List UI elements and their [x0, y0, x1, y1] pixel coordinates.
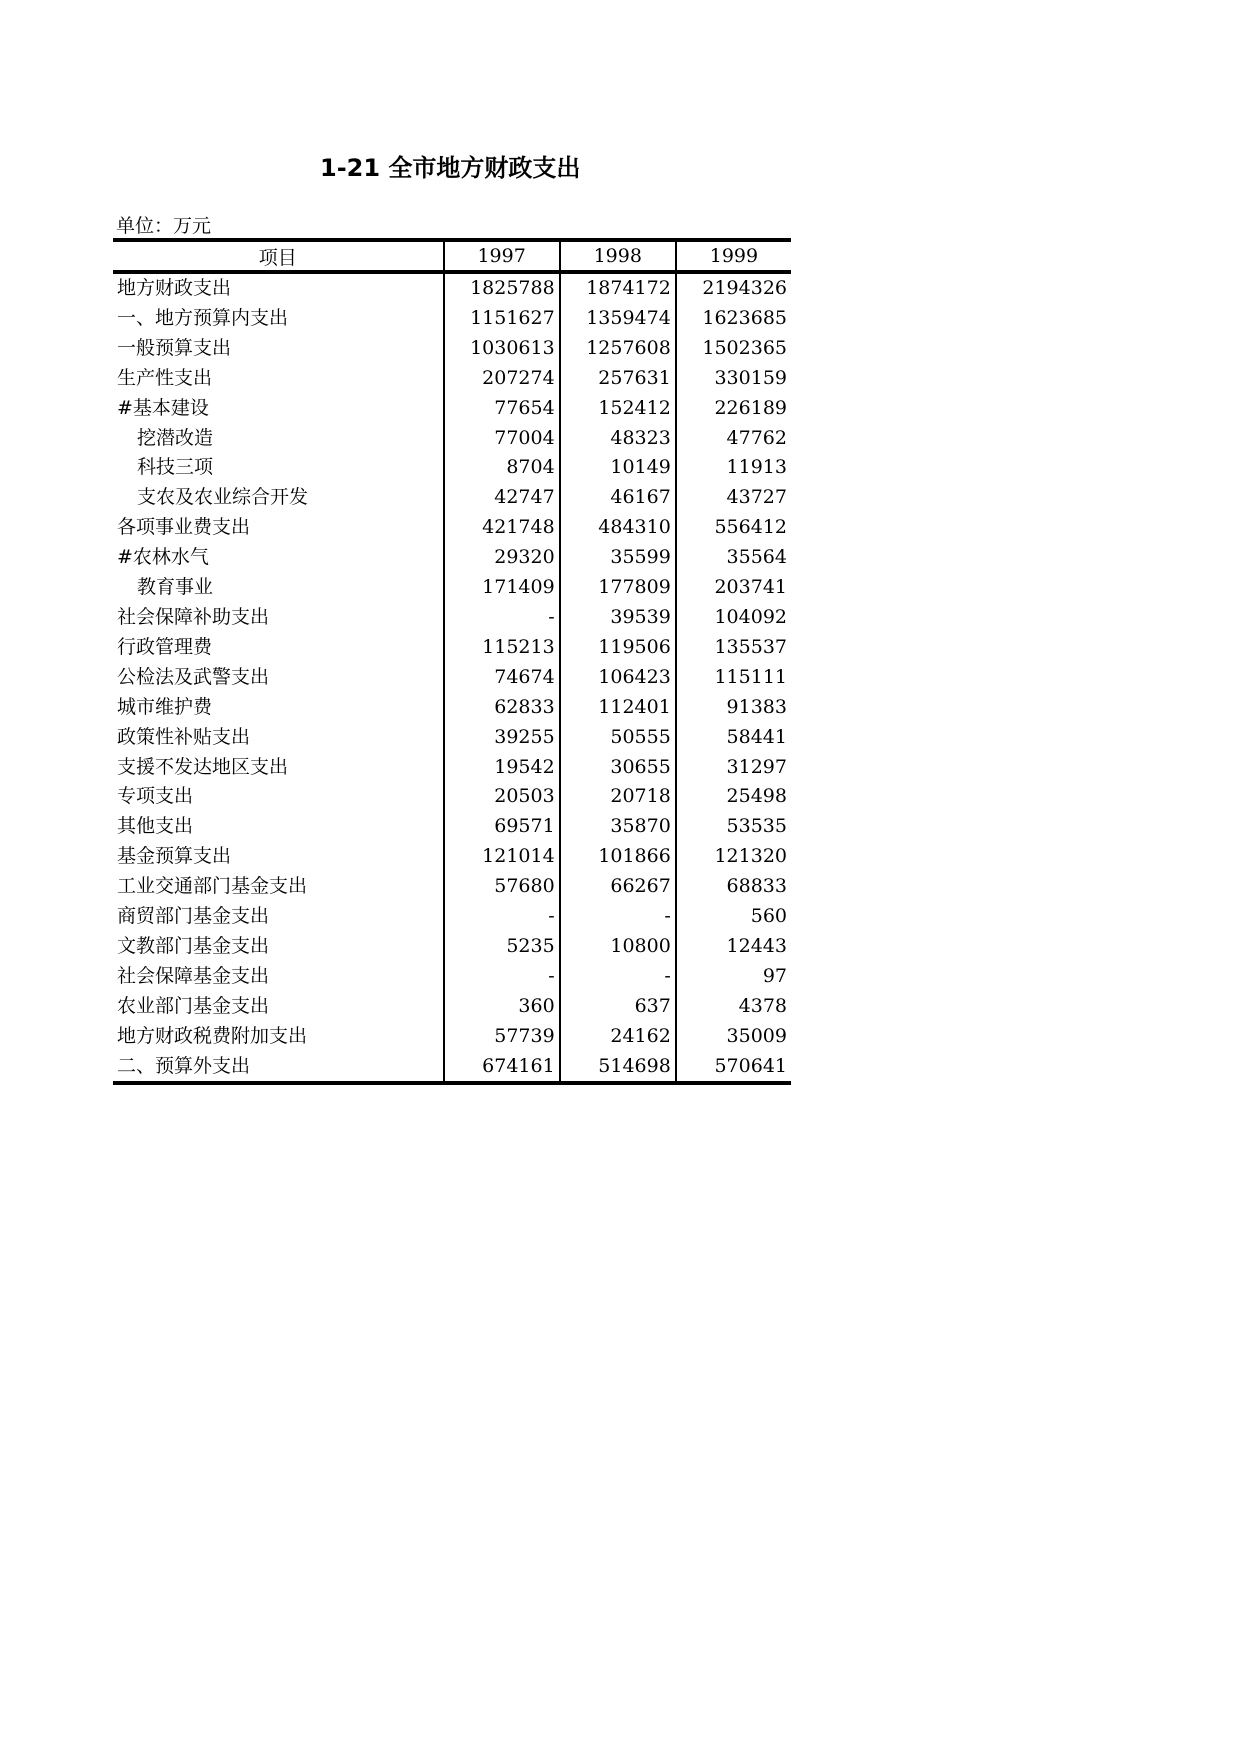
- table-row: [113, 693, 791, 723]
- cell-1997: 19542: [444, 753, 560, 783]
- table-row: [113, 872, 791, 902]
- row-label: #基本建设: [117, 396, 209, 419]
- cell-1998: 106423: [560, 663, 676, 693]
- cell-1997: 8704: [444, 453, 560, 483]
- cell-1999: 97: [676, 962, 791, 992]
- cell-1999: 68833: [676, 872, 791, 902]
- cell-1999: 58441: [676, 723, 791, 753]
- row-label: 地方财政支出: [117, 277, 232, 299]
- cell-1998: 1359474: [560, 304, 676, 334]
- cell-1999: 4378: [676, 992, 791, 1022]
- row-label: #农林水气: [117, 546, 209, 569]
- cell-1998: -: [560, 902, 676, 932]
- cell-1998: -: [560, 962, 676, 992]
- cell-1998: 35870: [560, 812, 676, 842]
- table-row: [113, 1052, 791, 1084]
- table-row: [113, 543, 791, 573]
- table-header-row: [113, 240, 791, 272]
- table-row: [113, 304, 791, 334]
- cell-1998: 10149: [560, 453, 676, 483]
- row-label: 政策性补贴支出: [117, 725, 251, 748]
- row-label: 各项事业费支出: [117, 516, 251, 539]
- header-item: 项目: [113, 240, 444, 272]
- cell-1999: 12443: [676, 932, 791, 962]
- row-label: 社会保障基金支出: [117, 964, 270, 987]
- cell-1997: 674161: [444, 1052, 560, 1084]
- cell-1999: 115111: [676, 663, 791, 693]
- cell-1997: 360: [444, 992, 560, 1022]
- cell-1998: 50555: [560, 723, 676, 753]
- cell-1997: 115213: [444, 633, 560, 663]
- cell-1998: 152412: [560, 394, 676, 424]
- row-label: 城市维护费: [117, 695, 213, 718]
- cell-1999: 570641: [676, 1052, 791, 1084]
- table-row: [113, 753, 791, 783]
- cell-1999: 11913: [676, 453, 791, 483]
- row-label: 生产性支出: [117, 366, 213, 389]
- unit-label: 单位：万元: [116, 215, 212, 237]
- cell-1998: 10800: [560, 932, 676, 962]
- cell-1997: 121014: [444, 842, 560, 872]
- row-label: 一般预算支出: [117, 336, 232, 359]
- cell-1998: 35599: [560, 543, 676, 573]
- cell-1998: 39539: [560, 603, 676, 633]
- cell-1998: 48323: [560, 424, 676, 454]
- table-row: [113, 633, 791, 663]
- cell-1999: 104092: [676, 603, 791, 633]
- cell-1997: 5235: [444, 932, 560, 962]
- cell-1999: 47762: [676, 424, 791, 454]
- table-row: [113, 513, 791, 543]
- row-label: 教育事业: [137, 576, 214, 599]
- page-title: 1-21 全市地方财政支出: [320, 154, 581, 182]
- table-row: [113, 573, 791, 603]
- row-label: 公检法及武警支出: [117, 665, 270, 688]
- cell-1997: -: [444, 902, 560, 932]
- cell-1999: 53535: [676, 812, 791, 842]
- table-row: [113, 902, 791, 932]
- header-1999: 1999: [676, 240, 791, 272]
- cell-1997: -: [444, 603, 560, 633]
- cell-1998: 514698: [560, 1052, 676, 1084]
- cell-1998: 257631: [560, 364, 676, 394]
- row-label: 工业交通部门基金支出: [117, 875, 308, 898]
- cell-1998: 30655: [560, 753, 676, 783]
- row-label: 社会保障补助支出: [117, 605, 270, 628]
- table-row: [113, 272, 791, 304]
- cell-1999: 556412: [676, 513, 791, 543]
- cell-1998: 46167: [560, 483, 676, 513]
- cell-1997: 42747: [444, 483, 560, 513]
- cell-1997: 207274: [444, 364, 560, 394]
- table-row: [113, 334, 791, 364]
- table-row: [113, 992, 791, 1022]
- cell-1998: 177809: [560, 573, 676, 603]
- cell-1997: 1825788: [444, 272, 560, 304]
- cell-1998: 101866: [560, 842, 676, 872]
- row-label: 支援不发达地区支出: [117, 755, 289, 778]
- cell-1999: 35009: [676, 1022, 791, 1052]
- cell-1999: 43727: [676, 483, 791, 513]
- row-label: 基金预算支出: [117, 845, 232, 868]
- table-row: [113, 842, 791, 872]
- cell-1997: 77654: [444, 394, 560, 424]
- row-label: 农业部门基金支出: [117, 994, 270, 1017]
- cell-1997: 20503: [444, 782, 560, 812]
- row-label: 地方财政税费附加支出: [117, 1024, 308, 1047]
- cell-1997: 57739: [444, 1022, 560, 1052]
- table-row: [113, 782, 791, 812]
- cell-1997: 29320: [444, 543, 560, 573]
- row-label: 一、地方预算内支出: [117, 306, 289, 329]
- cell-1997: 77004: [444, 424, 560, 454]
- cell-1998: 20718: [560, 782, 676, 812]
- table-row: [113, 962, 791, 992]
- cell-1997: 39255: [444, 723, 560, 753]
- cell-1999: 226189: [676, 394, 791, 424]
- cell-1999: 135537: [676, 633, 791, 663]
- cell-1999: 2194326: [676, 272, 791, 304]
- cell-1999: 1502365: [676, 334, 791, 364]
- cell-1997: 1151627: [444, 304, 560, 334]
- cell-1998: 1257608: [560, 334, 676, 364]
- row-label: 商贸部门基金支出: [117, 905, 270, 928]
- header-1998: 1998: [560, 240, 676, 272]
- cell-1998: 66267: [560, 872, 676, 902]
- row-label: 其他支出: [117, 815, 194, 838]
- cell-1999: 330159: [676, 364, 791, 394]
- cell-1998: 637: [560, 992, 676, 1022]
- row-label: 挖潜改造: [137, 426, 214, 449]
- table-row: [113, 364, 791, 394]
- cell-1997: 171409: [444, 573, 560, 603]
- cell-1997: 69571: [444, 812, 560, 842]
- cell-1997: 1030613: [444, 334, 560, 364]
- cell-1998: 24162: [560, 1022, 676, 1052]
- row-label: 支农及农业综合开发: [137, 486, 309, 509]
- cell-1999: 31297: [676, 753, 791, 783]
- table-row: [113, 1022, 791, 1052]
- table-row: [113, 723, 791, 753]
- cell-1999: 35564: [676, 543, 791, 573]
- cell-1999: 25498: [676, 782, 791, 812]
- cell-1998: 1874172: [560, 272, 676, 304]
- cell-1999: 91383: [676, 693, 791, 723]
- row-label: 专项支出: [117, 785, 194, 808]
- cell-1997: 62833: [444, 693, 560, 723]
- row-label: 二、预算外支出: [113, 1052, 444, 1084]
- table-row: [113, 394, 791, 424]
- table-row: [113, 483, 791, 513]
- cell-1999: 121320: [676, 842, 791, 872]
- row-label: 行政管理费: [117, 635, 213, 658]
- cell-1997: 57680: [444, 872, 560, 902]
- row-label: 科技三项: [137, 456, 214, 479]
- expenditure-table: [113, 238, 791, 1085]
- header-1997: 1997: [444, 240, 560, 272]
- cell-1999: 1623685: [676, 304, 791, 334]
- cell-1998: 119506: [560, 633, 676, 663]
- table-row: [113, 812, 791, 842]
- cell-1999: 203741: [676, 573, 791, 603]
- cell-1998: 112401: [560, 693, 676, 723]
- table-row: [113, 453, 791, 483]
- cell-1998: 484310: [560, 513, 676, 543]
- cell-1997: 421748: [444, 513, 560, 543]
- table-row: [113, 424, 791, 454]
- cell-1997: -: [444, 962, 560, 992]
- table-row: [113, 663, 791, 693]
- cell-1997: 74674: [444, 663, 560, 693]
- cell-1999: 560: [676, 902, 791, 932]
- row-label: 文教部门基金支出: [117, 934, 270, 957]
- table-row: [113, 932, 791, 962]
- table-row: [113, 603, 791, 633]
